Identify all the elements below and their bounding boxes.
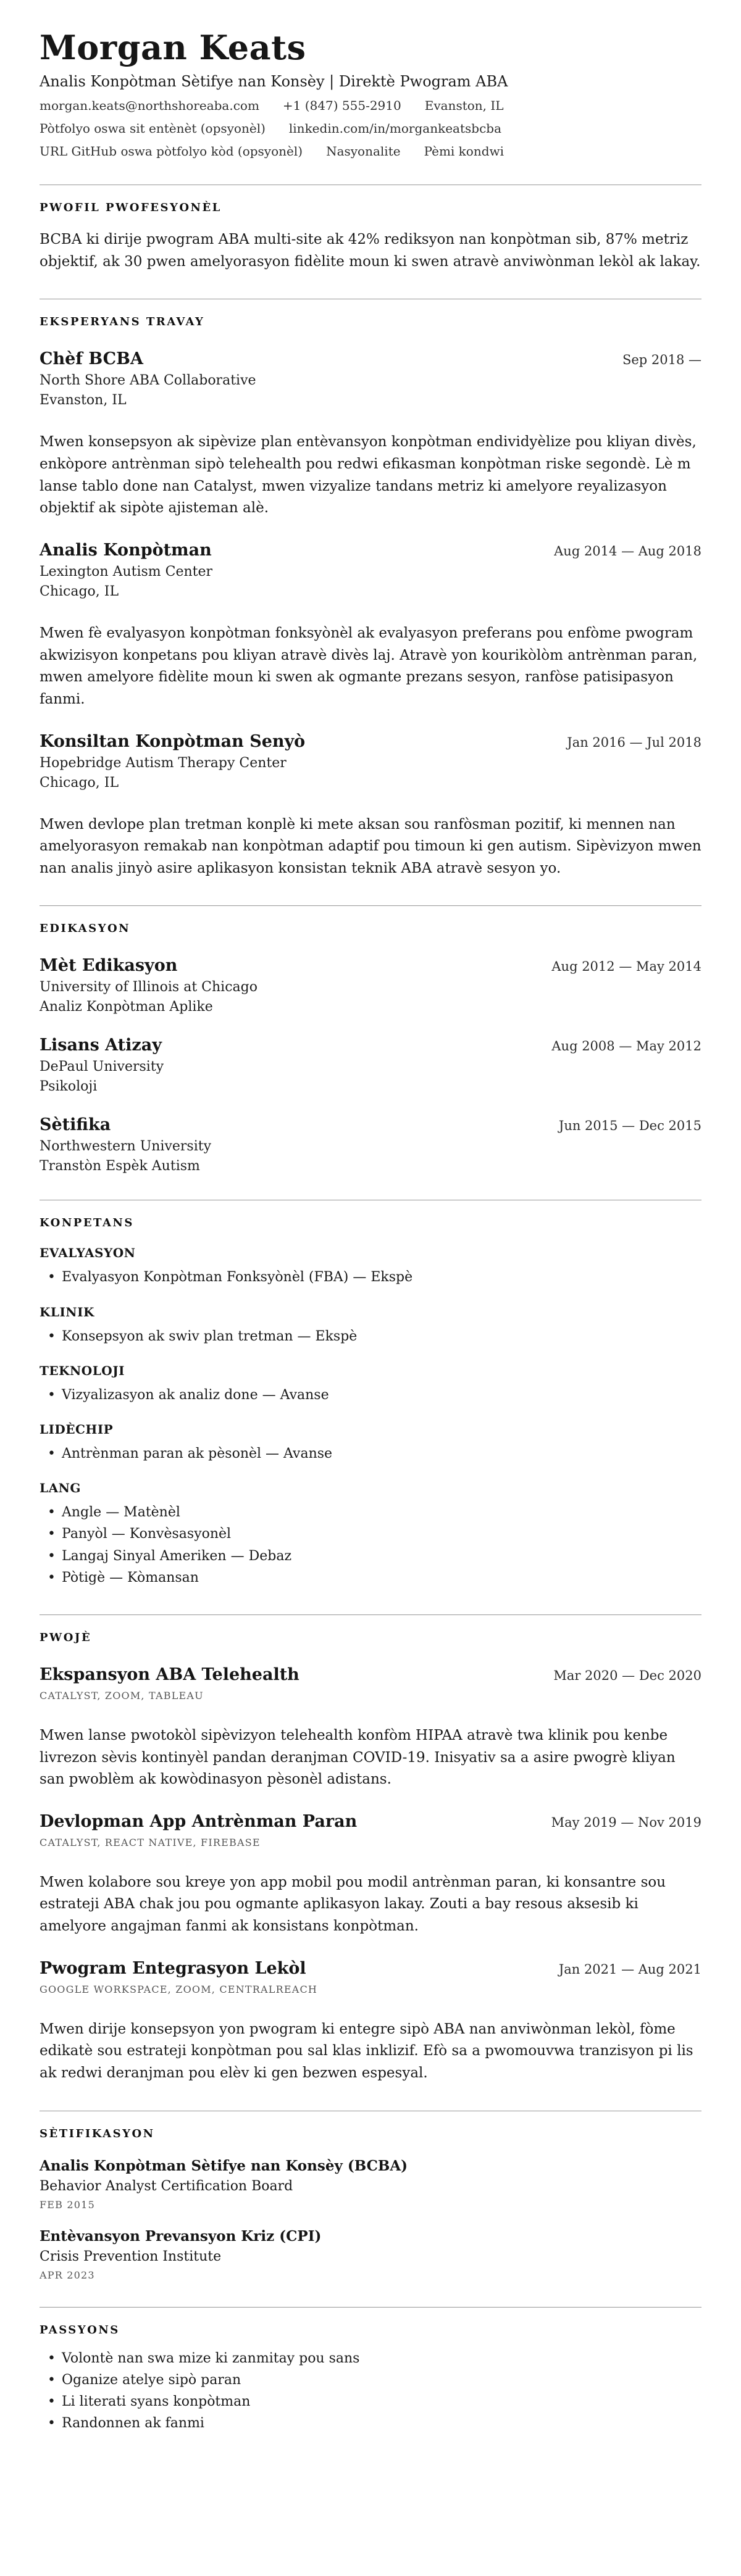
job-title: Chèf BCBA: [40, 349, 143, 369]
phone-number: +1 (847) 555-2910: [282, 98, 401, 114]
job-description: Mwen konsepsyon ak sipèvize plan entèvansyon konpòtman endividyèlize pou kliyan divès, enkòpore antrènman sipò telehealth pou redwi efikasman konpòtman riske segondè. Lè m lanse tablo done nan Catalyst, mwen vizyalize tandans metriz ki amelyore reyalizasyon objektif ak sipòte ajisteman alè.: [40, 434, 697, 517]
contact-row-2: [40, 121, 701, 136]
project-header: [40, 1665, 701, 1684]
job-location: Evanston, IL: [40, 393, 127, 409]
skill-group: [40, 1481, 701, 1589]
job-header: [40, 349, 701, 368]
contact-row-3: [40, 144, 701, 159]
contact-row-1: [40, 98, 701, 113]
skill-item: • Vizyalizasyon ak analiz done — Avanse: [40, 1384, 701, 1406]
project-tech: GOOGLE WORKSPACE, ZOOM, CENTRALREACH: [40, 1983, 318, 1995]
job-dates: Aug 2014 — Aug 2018: [554, 543, 701, 559]
certification-item: [40, 2158, 701, 2211]
experience-item: [40, 541, 701, 711]
passion-item: • Volontè nan swa mize ki zanmitay pou sans: [40, 2348, 701, 2369]
skill-list: [40, 1266, 701, 1288]
passion-item: • Li literati syans konpòtman: [40, 2391, 701, 2412]
education-item: [40, 1115, 701, 1174]
project-item: [40, 1665, 701, 1791]
education-header: [40, 956, 701, 975]
experience-section: [40, 299, 701, 879]
certification-title: Entèvansyon Prevansyon Kriz (CPI): [40, 2227, 322, 2245]
project-tech: CATALYST, ZOOM, TABLEAU: [40, 1689, 204, 1701]
skill-group-title: LANG: [40, 1481, 81, 1496]
degree-title: Lisans Atizay: [40, 1036, 162, 1055]
skill-item: • Langaj Sinyal Ameriken — Debaz: [40, 1545, 701, 1567]
job-header: [40, 732, 701, 751]
field-of-study: Psikoloji: [40, 1079, 98, 1095]
job-dates: Sep 2018 —: [622, 352, 701, 368]
passion-item: • Oganize atelye sipò paran: [40, 2369, 701, 2391]
certifications-heading: SÈTIFIKASYON: [40, 2127, 155, 2140]
education-section: [40, 905, 701, 1174]
certification-title: Analis Konpòtman Sètifye nan Konsèy (BCBA): [40, 2157, 408, 2174]
job-dates: Jan 2016 — Jul 2018: [567, 734, 701, 750]
project-dates: Mar 2020 — Dec 2020: [553, 1668, 701, 1683]
experience-item: [40, 732, 701, 880]
education-dates: Jun 2015 — Dec 2015: [558, 1118, 701, 1134]
job-description: Mwen fè evalyasyon konpòtman fonksyònèl ak evalyasyon preferans pou enfòme pwogram akwizisyon konpetans pou kliyan atravè divès laj. Atravè yon kourikòlòm antrènman paran, mwen amelyore fidèlite moun ki swen ak ogmante prezans sesyon, ranfòse patisipasyon fanmi.: [40, 625, 698, 707]
education-dates: Aug 2012 — May 2014: [551, 959, 701, 974]
skill-group: [40, 1245, 701, 1288]
profile-heading: PWOFIL PWOFESYONÈL: [40, 201, 222, 215]
education-dates: Aug 2008 — May 2012: [551, 1039, 701, 1054]
skill-list: [40, 1443, 701, 1465]
project-description: Mwen kolabore sou kreye yon app mobil pou modil antrènman paran, ki konsantre sou estrateji ABA chak jou pou ogmante aplikasyon lakay. Zouti a bay resous aksesib ki amelyore angajman fanmi ak konsistans konpòtman.: [40, 1874, 666, 1935]
education-heading: EDIKASYON: [40, 922, 131, 936]
job-header: [40, 541, 701, 560]
school-name: DePaul University: [40, 1059, 164, 1075]
project-dates: Jan 2021 — Aug 2021: [558, 1961, 701, 1977]
project-description: Mwen lanse pwotokòl sipèvizyon telehealth konfòm HIPAA atravè twa klinik pou kenbe livrezon sèvis kontinyèl pandan deranjman COVID-19. Inisyativ sa a asire pwogrè kliyan san pwoblèm ak kowòdinasyon pèsonèl adistans.: [40, 1727, 676, 1788]
skill-group-title: TEKNOLOJI: [40, 1363, 125, 1378]
education-item: [40, 1036, 701, 1094]
project-title: Pwogram Entegrasyon Lekòl: [40, 1958, 306, 1978]
field-of-study: Analiz Konpòtman Aplike: [40, 999, 213, 1015]
website-placeholder: Pòtfolyo oswa sit entènèt (opsyonèl): [40, 121, 266, 136]
skill-item: • Panyòl — Konvèsasyonèl: [40, 1523, 701, 1545]
certification-item: [40, 2228, 701, 2281]
experience-heading: EKSPERYANS TRAVAY: [40, 315, 205, 329]
school-name: Northwestern University: [40, 1139, 212, 1155]
skill-item: • Konsepsyon ak swiv plan tretman — Ekspè: [40, 1326, 701, 1347]
skill-list: [40, 1502, 701, 1589]
skill-group: [40, 1422, 701, 1465]
projects-heading: PWOJÈ: [40, 1631, 92, 1644]
job-title: Analis Konpòtman: [40, 540, 212, 560]
degree-title: Mèt Edikasyon: [40, 956, 178, 976]
project-header: [40, 1959, 701, 1978]
passions-heading: PASSYONS: [40, 2323, 120, 2337]
resume-header: [40, 28, 701, 159]
job-location: Chicago, IL: [40, 775, 119, 791]
passions-list: [40, 2348, 701, 2435]
profile-section: [40, 185, 701, 273]
passion-item: • Randonnen ak fanmi: [40, 2412, 701, 2434]
job-company: North Shore ABA Collaborative: [40, 373, 256, 389]
certification-issuer: Crisis Prevention Institute: [40, 2248, 222, 2264]
education-item: [40, 956, 701, 1015]
job-location: Chicago, IL: [40, 583, 119, 599]
skills-heading: KONPETANS: [40, 1216, 134, 1230]
skill-item: • Pòtigè — Kòmansan: [40, 1567, 701, 1589]
skills-section: [40, 1200, 701, 1589]
job-company: Hopebridge Autism Therapy Center: [40, 755, 287, 771]
passions-section: [40, 2307, 701, 2435]
project-title: Devlopman App Antrènman Paran: [40, 1811, 358, 1831]
field-of-study: Transtòn Espèk Autism: [40, 1158, 200, 1174]
project-item: [40, 1959, 701, 2085]
project-item: [40, 1812, 701, 1938]
skill-group-title: LIDÈCHIP: [40, 1421, 114, 1437]
projects-section: [40, 1614, 701, 2085]
project-tech: CATALYST, REACT NATIVE, FIREBASE: [40, 1836, 261, 1848]
education-header: [40, 1115, 701, 1134]
project-title: Ekspansyon ABA Telehealth: [40, 1664, 299, 1684]
skill-list: [40, 1384, 701, 1406]
skill-item: • Angle — Matènèl: [40, 1502, 701, 1523]
certification-date: APR 2023: [40, 2269, 95, 2281]
nationality-placeholder: Nasyonalite: [326, 144, 401, 159]
school-name: University of Illinois at Chicago: [40, 979, 257, 995]
skill-group: [40, 1305, 701, 1347]
job-title: Konsiltan Konpòtman Senyò: [40, 731, 306, 751]
certifications-section: [40, 2111, 701, 2281]
skill-group-title: KLINIK: [40, 1304, 94, 1319]
skill-group-title: EVALYASYON: [40, 1245, 136, 1261]
linkedin-link[interactable]: linkedin.com/in/morgankeatsbcba: [288, 121, 502, 136]
project-header: [40, 1812, 701, 1831]
experience-item: [40, 349, 701, 520]
skill-group: [40, 1363, 701, 1406]
project-description: Mwen dirije konsepsyon yon pwogram ki entegre sipò ABA nan anviwònman lekòl, fòme edikatè sou estrateji konpòtman pou sal klas inklizif. Efò sa a pwomouvwa tranzisyon pi lis ak redwi deranjman pou elèv ki gen bezwen espesyal.: [40, 2021, 693, 2082]
certification-date: FEB 2015: [40, 2198, 95, 2211]
github-placeholder: URL GitHub oswa pòtfolyo kòd (opsyonèl): [40, 144, 303, 159]
degree-title: Sètifika: [40, 1115, 111, 1135]
email-link[interactable]: morgan.keats@northshoreaba.com: [40, 98, 259, 114]
job-description: Mwen devlope plan tretman konplè ki mete aksan sou ranfòsman pozitif, ki mennen nan amelyorasyon remakab nan konpòtman adaptif pou timoun ki gen autism. Sipèvizyon mwen nan analis jinyò asire aplikasyon konsistan teknik ABA atravè sesyon yo.: [40, 816, 701, 876]
education-header: [40, 1036, 701, 1055]
job-company: Lexington Autism Center: [40, 563, 213, 580]
person-headline: Analis Konpòtman Sètifye nan Konsèy | Direktè Pwogram ABA: [40, 73, 508, 91]
person-name: Morgan Keats: [40, 28, 306, 67]
skill-item: • Antrènman paran ak pèsonèl — Avanse: [40, 1443, 701, 1465]
profile-summary: BCBA ki dirije pwogram ABA multi-site ak 42% rediksyon nan konpòtman sib, 87% metriz objektif, ak 30 pwen amelyorasyon fidèlite moun ki swen atravè anviwònman lekòl ak lakay.: [40, 231, 701, 270]
project-dates: May 2019 — Nov 2019: [551, 1814, 701, 1830]
skill-list: [40, 1326, 701, 1347]
certification-issuer: Behavior Analyst Certification Board: [40, 2178, 293, 2194]
license-placeholder: Pèmi kondwi: [424, 144, 504, 159]
location-text: Evanston, IL: [424, 98, 504, 114]
skill-item: • Evalyasyon Konpòtman Fonksyònèl (FBA) — Ekspè: [40, 1266, 701, 1288]
